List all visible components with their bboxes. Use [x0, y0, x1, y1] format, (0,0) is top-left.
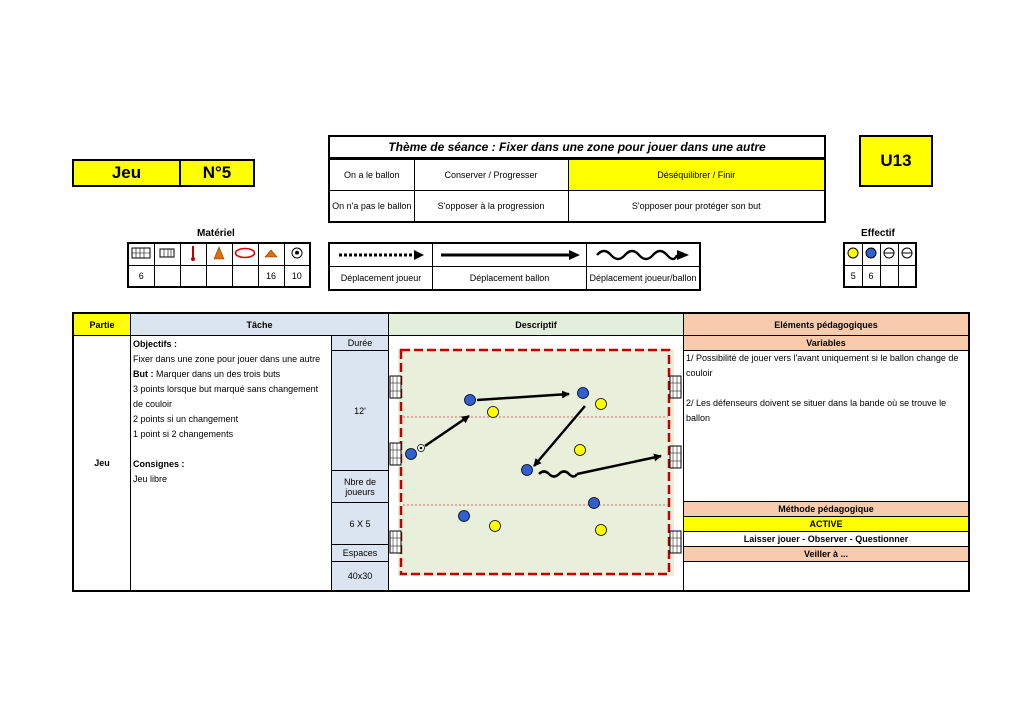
- but-label: But :: [133, 369, 154, 379]
- joueurs-value: 6 X 5: [332, 503, 388, 545]
- theme-cell: S'opposer à la progression: [414, 191, 568, 221]
- materiel-label: Matériel: [197, 228, 235, 239]
- effectif-label: Effectif: [861, 228, 895, 239]
- variables-content: [684, 351, 968, 502]
- yellow-player: [596, 399, 607, 410]
- blue-player: [589, 498, 600, 509]
- blue-player: [522, 465, 533, 476]
- veiller-header: Veiller à ...: [684, 547, 968, 562]
- theme-cell: On a le ballon: [330, 160, 414, 191]
- objectifs-text: Fixer dans une zone pour jouer dans une autre: [133, 354, 321, 364]
- variable-line: 1/ Possibilité de jouer vers l'avant uniquement si le ballon change de couloir: [686, 353, 959, 378]
- methode-value: ACTIVE: [684, 517, 968, 532]
- header-elements: Eléments pédagogiques: [684, 314, 968, 336]
- yellow-player: [596, 525, 607, 536]
- ball-icon: [418, 445, 425, 452]
- session-table: [72, 312, 970, 592]
- effectif-count: [898, 265, 916, 287]
- cone-icon: [206, 243, 232, 265]
- descriptif-column: [389, 336, 684, 590]
- methode-header: Méthode pédagogique: [684, 502, 968, 517]
- yellow-player-icon: [844, 243, 862, 265]
- wavy-arrow-icon: [586, 244, 699, 266]
- neutral-icon: [880, 243, 898, 265]
- movement-legend: [328, 242, 701, 291]
- duree-value: 12': [332, 351, 388, 471]
- blue-player: [406, 449, 417, 460]
- partie-column: [74, 336, 131, 590]
- hoop-icon: [232, 243, 258, 265]
- yellow-player: [490, 521, 501, 532]
- variable-line: 2/ Les défenseurs doivent se situer dans la bande où se trouve le ballon: [686, 398, 947, 423]
- theme-cell-highlight: Déséquilibrer / Finir: [568, 160, 824, 191]
- legend-label: Déplacement ballon: [432, 267, 586, 289]
- but-text: Marquer dans un des trois buts: [156, 369, 281, 379]
- consignes-text: Jeu libre: [133, 474, 168, 484]
- session-type: Jeu: [74, 161, 181, 185]
- yellow-player: [488, 407, 499, 418]
- materiel-count: [232, 265, 258, 287]
- theme-table: [330, 159, 824, 221]
- scoring-line: 1 point si 2 changements: [133, 429, 234, 439]
- blue-player: [459, 511, 470, 522]
- materiel-count: 10: [284, 265, 310, 287]
- session-number: N°5: [202, 163, 232, 182]
- materiel-count: 16: [258, 265, 284, 287]
- espaces-label: Espaces: [332, 545, 388, 562]
- category-badge: U13: [859, 135, 933, 187]
- legend-label: Déplacement joueur/ballon: [586, 267, 699, 289]
- materiel-count: [206, 265, 232, 287]
- goal-right-bottom: [670, 531, 681, 553]
- espaces-value: 40x30: [347, 571, 373, 581]
- goal-left-middle: [390, 443, 401, 465]
- header-tache: Tâche: [131, 314, 389, 336]
- yellow-player: [575, 445, 586, 456]
- elements-column: [684, 336, 968, 590]
- goal-icon: [154, 243, 180, 265]
- materiel-count: [180, 265, 206, 287]
- solid-arrow-icon: [432, 244, 586, 266]
- theme-box: [328, 135, 826, 223]
- pitch-diagram: [389, 336, 684, 592]
- neutral-icon: [898, 243, 916, 265]
- effectif-count: 6: [862, 265, 880, 287]
- blue-player: [578, 388, 589, 399]
- goal-left-top: [390, 376, 401, 398]
- stick-icon: [180, 243, 206, 265]
- session-title: [72, 159, 255, 187]
- scoring-line: 3 points lorsque but marqué sans changement de couloir: [133, 384, 319, 409]
- duree-label: Durée: [332, 336, 388, 351]
- mini-goal-icon: [128, 243, 154, 265]
- theme-title: Thème de séance : Fixer dans une zone pour jouer dans une autre: [330, 137, 824, 159]
- header-partie: Partie: [74, 314, 131, 336]
- flat-cone-icon: [258, 243, 284, 265]
- goal-left-bottom: [390, 531, 401, 553]
- materiel-count: [154, 265, 180, 287]
- goal-right-top: [670, 376, 681, 398]
- theme-cell: On n'a pas le ballon: [330, 191, 414, 221]
- header-descriptif: Descriptif: [389, 314, 684, 336]
- partie-value: Jeu: [94, 458, 110, 468]
- joueurs-label: Nbre de joueurs: [332, 471, 388, 503]
- consignes-label: Consignes :: [133, 459, 185, 469]
- variables-header: Variables: [684, 336, 968, 351]
- theme-cell: S'opposer pour protéger son but: [568, 191, 824, 221]
- effectif-count: 5: [844, 265, 862, 287]
- goal-right-middle: [670, 446, 681, 468]
- theme-cell: Conserver / Progresser: [414, 160, 568, 191]
- objectifs-label: Objectifs :: [133, 339, 178, 349]
- parameters-column: [332, 336, 389, 590]
- tache-column: [131, 336, 332, 590]
- scoring-line: 2 points si un changement: [133, 414, 239, 424]
- methode-detail: Laisser jouer - Observer - Questionner: [684, 532, 968, 547]
- effectif-count: [880, 265, 898, 287]
- materiel-count: 6: [128, 265, 154, 287]
- blue-player: [465, 395, 476, 406]
- blue-player-icon: [862, 243, 880, 265]
- legend-label: Déplacement joueur: [340, 273, 422, 283]
- effectif-table: [843, 242, 917, 288]
- dotted-arrow-icon: [330, 244, 432, 266]
- ball-icon: [284, 243, 310, 265]
- materiel-table: [127, 242, 311, 288]
